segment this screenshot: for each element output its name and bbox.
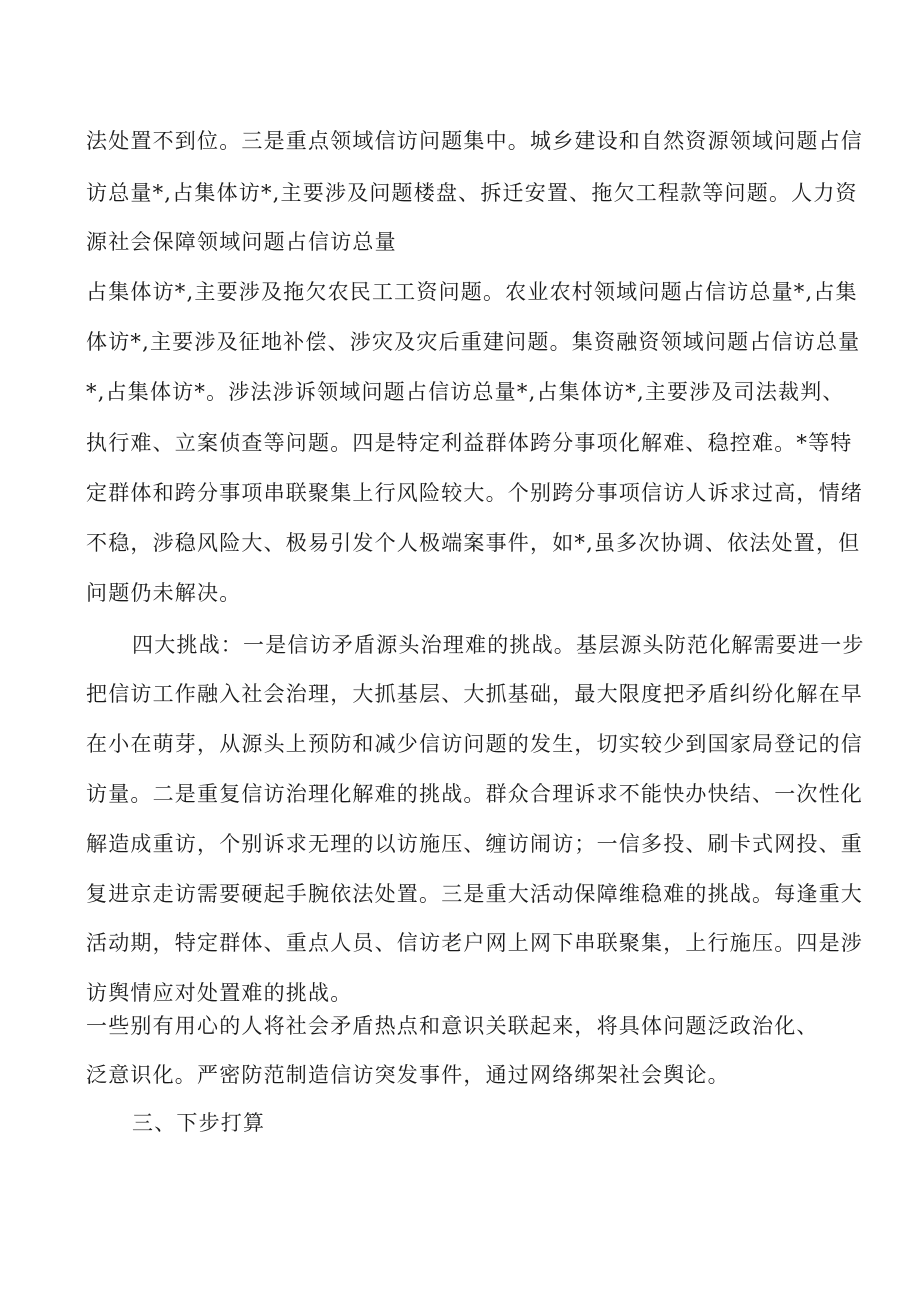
text-line: 访总量*,占集体访*,主要涉及问题楼盘、拆迁安置、拖欠工程款等问题。人力资 [86,181,858,205]
text-line: 体访*,主要涉及征地补偿、涉灾及灾后重建问题。集资融资领域问题占信访总量 [86,330,861,354]
text-line: 访舆情应对处置难的挑战。 [86,981,353,1005]
text-line: 在小在萌芽，从源头上预防和减少信访问题的发生，切实较少到国家局登记的信 [86,732,863,756]
text-line: 访量。二是重复信访治理化解难的挑战。群众合理诉求不能快办快结、一次性化 [86,782,863,806]
text-line: *,占集体访*。涉法涉诉领域问题占信访总量*,占集体访*,主要涉及司法裁判、 [86,380,845,404]
text-line: 复进京走访需要硬起手腕依法处置。三是重大活动保障维稳难的挑战。每逢重大 [86,882,863,906]
text-line: 泛意识化。严密防范制造信访突发事件，通过网络绑架社会舆论。 [86,1063,730,1087]
paragraph-first-line: 四大挑战：一是信访矛盾源头治理难的挑战。基层源头防范化解需要进一步 [132,633,865,657]
section-heading: 三、下步打算 [132,1111,266,1135]
text-line: 执行难、立案侦查等问题。四是特定利益群体跨分事项化解难、稳控难。*等特 [86,431,853,455]
text-line: 占集体访*,主要涉及拖欠农民工工资问题。农业农村领域问题占信访总量*,占集 [86,280,858,304]
text-line: 定群体和跨分事项串联聚集上行风险较大。个别跨分事项信访人诉求过高，情绪 [86,481,863,505]
text-line: 源社会保障领域问题占信访总量 [86,230,397,254]
text-line: 不稳，涉稳风险大、极易引发个人极端案事件，如*,虽多次协调、依法处置，但 [86,531,861,555]
text-line: 一些别有用心的人将社会矛盾热点和意识关联起来，将具体问题泛政治化、 [86,1014,819,1038]
text-line: 活动期，特定群体、重点人员、信访老户网上网下串联聚集，上行施压。四是涉 [86,931,863,955]
text-line: 法处置不到位。三是重点领域信访问题集中。城乡建设和自然资源领域问题占信 [86,129,863,153]
text-line: 把信访工作融入社会治理，大抓基层、大抓基础，最大限度把矛盾纠纷化解在早 [86,682,863,706]
text-line: 解造成重访，个别诉求无理的以访施压、缠访闹访；一信多投、刷卡式网投、重 [86,832,863,856]
text-line: 问题仍未解决。 [86,581,242,605]
